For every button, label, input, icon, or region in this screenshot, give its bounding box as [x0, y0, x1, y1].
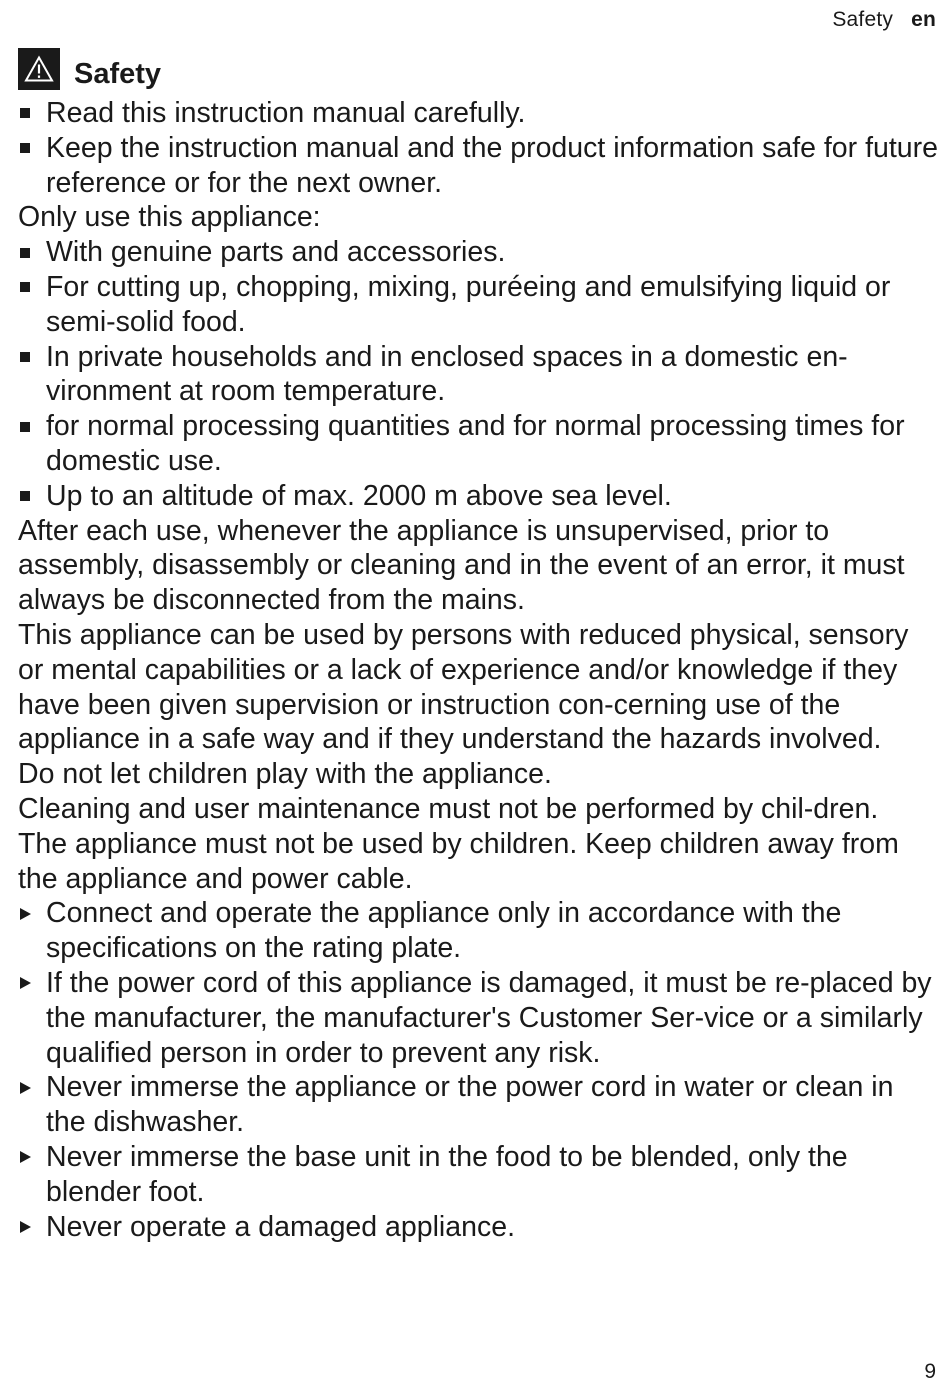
bullet-item — [18, 235, 938, 270]
header-language-label: en — [911, 8, 936, 31]
paragraph: The appliance must not be used by children. Keep children away from the appliance and power cable. — [18, 827, 899, 895]
bullet-text: With genuine parts and accessories. — [46, 236, 506, 269]
bullet-item — [18, 479, 938, 514]
instruction-item — [18, 896, 938, 966]
section-heading — [18, 48, 161, 90]
bullet-item — [18, 340, 938, 410]
square-bullet-icon — [20, 479, 38, 514]
instruction-item — [18, 1140, 938, 1210]
paragraph: Cleaning and user maintenance must not be performed by chil-dren. — [18, 792, 879, 825]
section-title: Safety — [74, 57, 162, 90]
bullet-item — [18, 96, 938, 131]
triangle-bullet-icon — [20, 1210, 38, 1245]
paragraph: Do not let children play with the appliance. — [18, 758, 552, 791]
instruction-text: Never operate a damaged appliance. — [46, 1210, 515, 1243]
square-bullet-icon — [20, 235, 38, 270]
triangle-bullet-icon — [20, 1070, 38, 1105]
bullet-text: for normal processing quantities and for normal processing times for domestic use. — [46, 410, 905, 477]
instruction-item — [18, 966, 938, 1070]
instruction-text: Never immerse the appliance or the power cord in water or clean in the dishwasher. — [46, 1071, 894, 1139]
square-bullet-icon — [20, 409, 38, 444]
bullet-item — [18, 409, 938, 479]
page-header — [832, 8, 936, 32]
use-heading: Only use this appliance: — [18, 201, 321, 234]
square-bullet-icon — [20, 340, 38, 375]
triangle-bullet-icon — [20, 966, 38, 1001]
square-bullet-icon — [20, 96, 38, 131]
paragraph: This appliance can be used by persons with reduced physical, sensory or mental capabilities or a lack of experience and/or knowledge if they have been given supervision or instruction con-cerning use of the appliance in a safe way and if they understand the hazards involved. — [18, 618, 909, 756]
safety-content — [18, 96, 938, 1244]
instruction-item — [18, 1210, 938, 1245]
page-number: 9 — [924, 1360, 936, 1383]
instruction-text: Never immerse the base unit in the food to be blended, only the blender foot. — [46, 1140, 848, 1208]
paragraph: After each use, whenever the appliance is unsupervised, prior to assembly, disassembly or cleaning and in the event of an error, it must always be disconnected from the mains. — [18, 514, 905, 617]
instruction-item — [18, 1070, 938, 1140]
bullet-text: Keep the instruction manual and the product information safe for future reference or for the next owner. — [46, 131, 938, 199]
instruction-text: Connect and operate the appliance only in accordance with the specifications on the rating plate. — [46, 897, 842, 965]
bullet-item — [18, 270, 938, 340]
bullet-text: Up to an altitude of max. 2000 m above sea level. — [46, 479, 672, 512]
square-bullet-icon — [20, 131, 38, 166]
bullet-text: In private households and in enclosed spaces in a domestic en-vironment at room temperature. — [46, 340, 848, 408]
bullet-item — [18, 131, 938, 201]
bullet-text: Read this instruction manual carefully. — [46, 97, 526, 129]
warning-icon — [18, 48, 60, 90]
bullet-text: For cutting up, chopping, mixing, puréeing and emulsifying liquid or semi-solid food. — [46, 270, 891, 338]
instruction-text: If the power cord of this appliance is damaged, it must be re-placed by the manufacturer, the manufacturer's Customer Ser-vice or a similarly qualified person in order to prevent any risk. — [46, 966, 932, 1069]
triangle-bullet-icon — [20, 1140, 38, 1175]
square-bullet-icon — [20, 270, 38, 305]
triangle-bullet-icon — [20, 896, 38, 931]
header-section-label: Safety — [832, 8, 894, 31]
